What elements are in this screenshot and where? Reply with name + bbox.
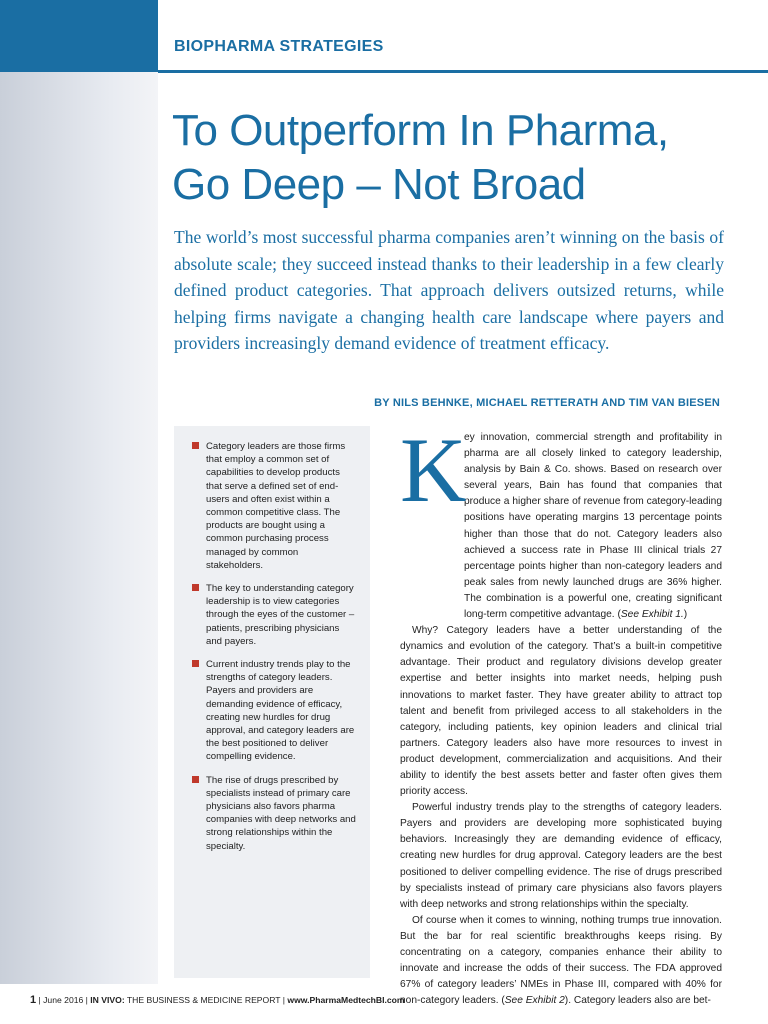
key-points-sidebar <box>174 426 370 978</box>
article-body <box>400 419 722 1009</box>
title-line-1: To Outperform In Pharma, <box>172 106 669 155</box>
body-paragraph-3: Powerful industry trends play to the strengths of category leaders. Payers and providers are developing more sophisticated buying behaviors. Increasingly they are demanding evidence of efficacy, creating new hurdles for drug approval. Category leaders are the best positioned to deliver compelling evidence. The rise of drugs prescribed by specialists instead of primary care physicians also favors players with deep networks and strong relationships within the specialty. <box>400 802 722 910</box>
footer-publication-subtitle: THE BUSINESS & MEDICINE REPORT | <box>126 995 285 1005</box>
page-number: 1 <box>30 994 37 1006</box>
key-point: Category leaders are those firms that employ a common set of capabilities to develop products that serve a defined set of end-users and often exist within a common competitive class. The products are bought using a common purchasing process managed by common stakeholders. <box>192 440 356 572</box>
bullet-square-icon <box>192 442 199 449</box>
header-rule <box>158 70 768 73</box>
exhibit-reference: See Exhibit 1. <box>620 609 684 621</box>
footer-url-link[interactable]: www.PharmaMedtechBI.com <box>287 995 405 1005</box>
body-paragraph-4: Of course when it comes to winning, nothing trumps true innovation. But the bar for real scientific breakthroughs keeps rising. By concentrating on a category, companies enhance their ability to innovate and increase the odds of their success. The FDA approved 67% of category leaders’ NMEs in Phase III, compared with 40% for non-category leaders. (See Exhibit 2). Category leaders also are bet- <box>400 914 722 1007</box>
key-point: The rise of drugs prescribed by specialists instead of primary care physicians also favors pharma companies with deep networks and strong relationships within the specialty. <box>192 774 356 853</box>
key-point: The key to understanding category leadership is to view categories through the eyes of the customer – patients, prescribing physicians and payers. <box>192 582 356 648</box>
body-paragraph-1: ey innovation, commercial strength and profitability in pharma are all closely linked to category leadership, analysis by Bain & Co. shows. Based on research over several years, Bain has found that companies that produce a higher share of revenue from category-leading positions have operating margins 13 percentage points higher than those that do not. Category leaders also achieved a success rate in Phase III clinical trials 27 percentage points higher than non-category leaders and peak sales from newly launched drugs are 36% higher. The combination is a powerful one, creating significant long-term competitive advantage. (See Exhibit 1.) <box>464 432 722 621</box>
footer-publication: IN VIVO: <box>90 995 125 1005</box>
bullet-square-icon <box>192 660 199 667</box>
section-label: BIOPHARMA STRATEGIES <box>174 38 384 55</box>
article-deck: The world’s most successful pharma companies aren’t winning on the basis of absolute scale; they succeed instead thanks to their leadership in a few clearly defined product categories. That approach delivers outsized returns, while helping firms navigate a changing health care landscape where payers and providers increasingly demand evidence of treatment efficacy. <box>174 227 724 353</box>
key-points-list <box>174 426 370 853</box>
bullet-square-icon <box>192 776 199 783</box>
header-color-block <box>0 0 158 72</box>
page-footer <box>30 994 405 1006</box>
article-title <box>172 104 762 212</box>
body-paragraph-2: Why? Category leaders have a better understanding of the dynamics and evolution of the category. That’s a built-in competitive advantage. Their product and regulatory divisions develop greater expertise and better insights into market needs, helping push innovations to market faster. They have greater ability to attract top talent and benefit from privileged access to all stakeholders in the category, including patients, key opinion leaders and clinical trial partners. Category leaders also have more resources to invest in product development, commercialization and acquisitions. And their ability to identify the best assets better and faster often gives them priority access. <box>400 625 722 798</box>
drop-cap: K <box>400 419 467 521</box>
exhibit-reference: See Exhibit 2 <box>504 995 565 1007</box>
left-margin-strip <box>0 72 158 984</box>
footer-date: | June 2016 | <box>38 995 88 1005</box>
title-line-2: Go Deep – Not Broad <box>172 160 586 209</box>
byline: BY NILS BEHNKE, MICHAEL RETTERATH AND TIM VAN BIESEN <box>374 397 720 409</box>
bullet-square-icon <box>192 584 199 591</box>
key-point: Current industry trends play to the strengths of category leaders. Payers and providers are demanding evidence of efficacy, creating new hurdles for drug approval, and category leaders are the best positioned to deliver compelling evidence. <box>192 658 356 764</box>
